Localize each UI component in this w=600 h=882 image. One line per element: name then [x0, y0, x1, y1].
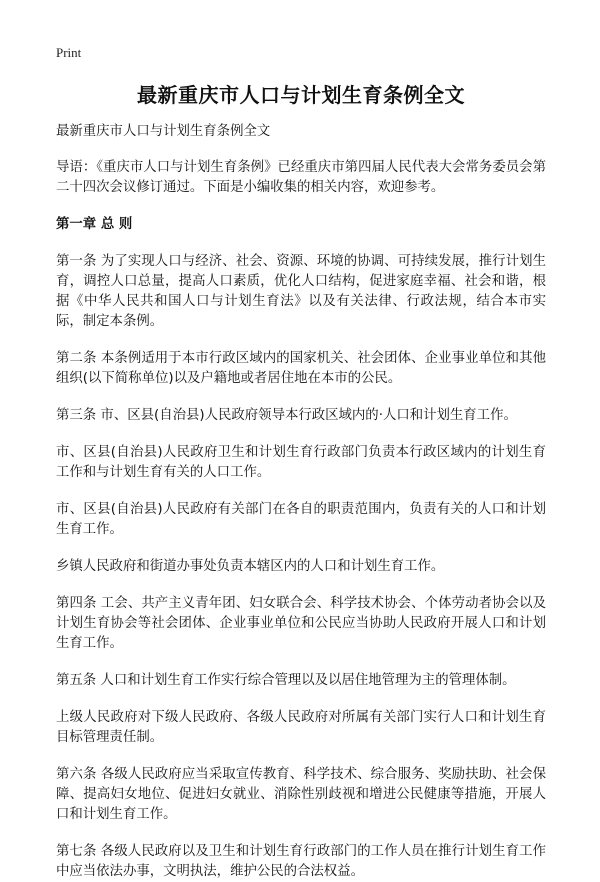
article-3-clause-3: 市、区县(自治县)人民政府有关部门在各自的职责范围内，负责有关的人口和计划生育工作。: [56, 502, 546, 537]
document-title: 最新重庆市人口与计划生育条例全文: [137, 83, 465, 107]
article-5: 第五条 人口和计划生育工作实行综合管理以及以居住地管理为主的管理体制。: [56, 673, 516, 688]
article-3-clause-4: 乡镇人民政府和街道办事处负责本辖区内的人口和计划生育工作。: [56, 559, 445, 574]
article-5-clause-2: 上级人民政府对下级人民政府、各级人民政府对所属有关部门实行人口和计划生育目标管理责任制。: [56, 710, 546, 745]
article-4: 第四条 工会、共产主义青年团、妇女联合会、科学技术协会、个体劳动者协会以及计划生育协会等社会团体、企业事业单位和公民应当协助人民政府开展人口和计划生育工作。: [56, 596, 546, 651]
article-6: 第六条 各级人民政府应当采取宣传教育、科学技术、综合服务、奖励扶助、社会保障、提高妇女地位、促进妇女就业、消除性别歧视和增进公民健康等措施，开展人口和计划生育工作。: [56, 767, 546, 822]
intro-paragraph: 导语：《重庆市人口与计划生育条例》已经重庆市第四届人民代表大会常务委员会第二十四次会议修订通过。下面是小编收集的相关内容，欢迎参考。: [56, 160, 546, 195]
article-3: 第三条 市、区县(自治县)人民政府领导本行政区域内的·人口和计划生育工作。: [56, 408, 517, 423]
article-1: 第一条 为了实现人口与经济、社会、资源、环境的协调、可持续发展，推行计划生育，调控人口总量，提高人口素质，优化人口结构，促进家庭幸福、社会和谐，根据《中华人民共和国人口与计划生育法》以及有关法律、行政法规，结合本市实际，制定本条例。: [56, 254, 546, 329]
print-link[interactable]: Print: [56, 45, 82, 60]
document-subtitle: 最新重庆市人口与计划生育条例全文: [56, 124, 271, 139]
article-2: 第二条 本条例适用于本市行政区域内的国家机关、社会团体、企业事业单位和其他组织(以下简称单位)以及户籍地或者居住地在本市的公民。: [56, 351, 546, 386]
chapter-heading: 第一章 总 则: [56, 217, 133, 232]
article-3-clause-2: 市、区县(自治县)人民政府卫生和计划生育行政部门负责本行政区域内的计划生育工作和与计划生育有关的人口工作。: [56, 445, 546, 480]
article-7: 第七条 各级人民政府以及卫生和计划生育行政部门的工作人员在推行计划生育工作中应当依法办事，文明执法，维护公民的合法权益。: [56, 844, 546, 879]
